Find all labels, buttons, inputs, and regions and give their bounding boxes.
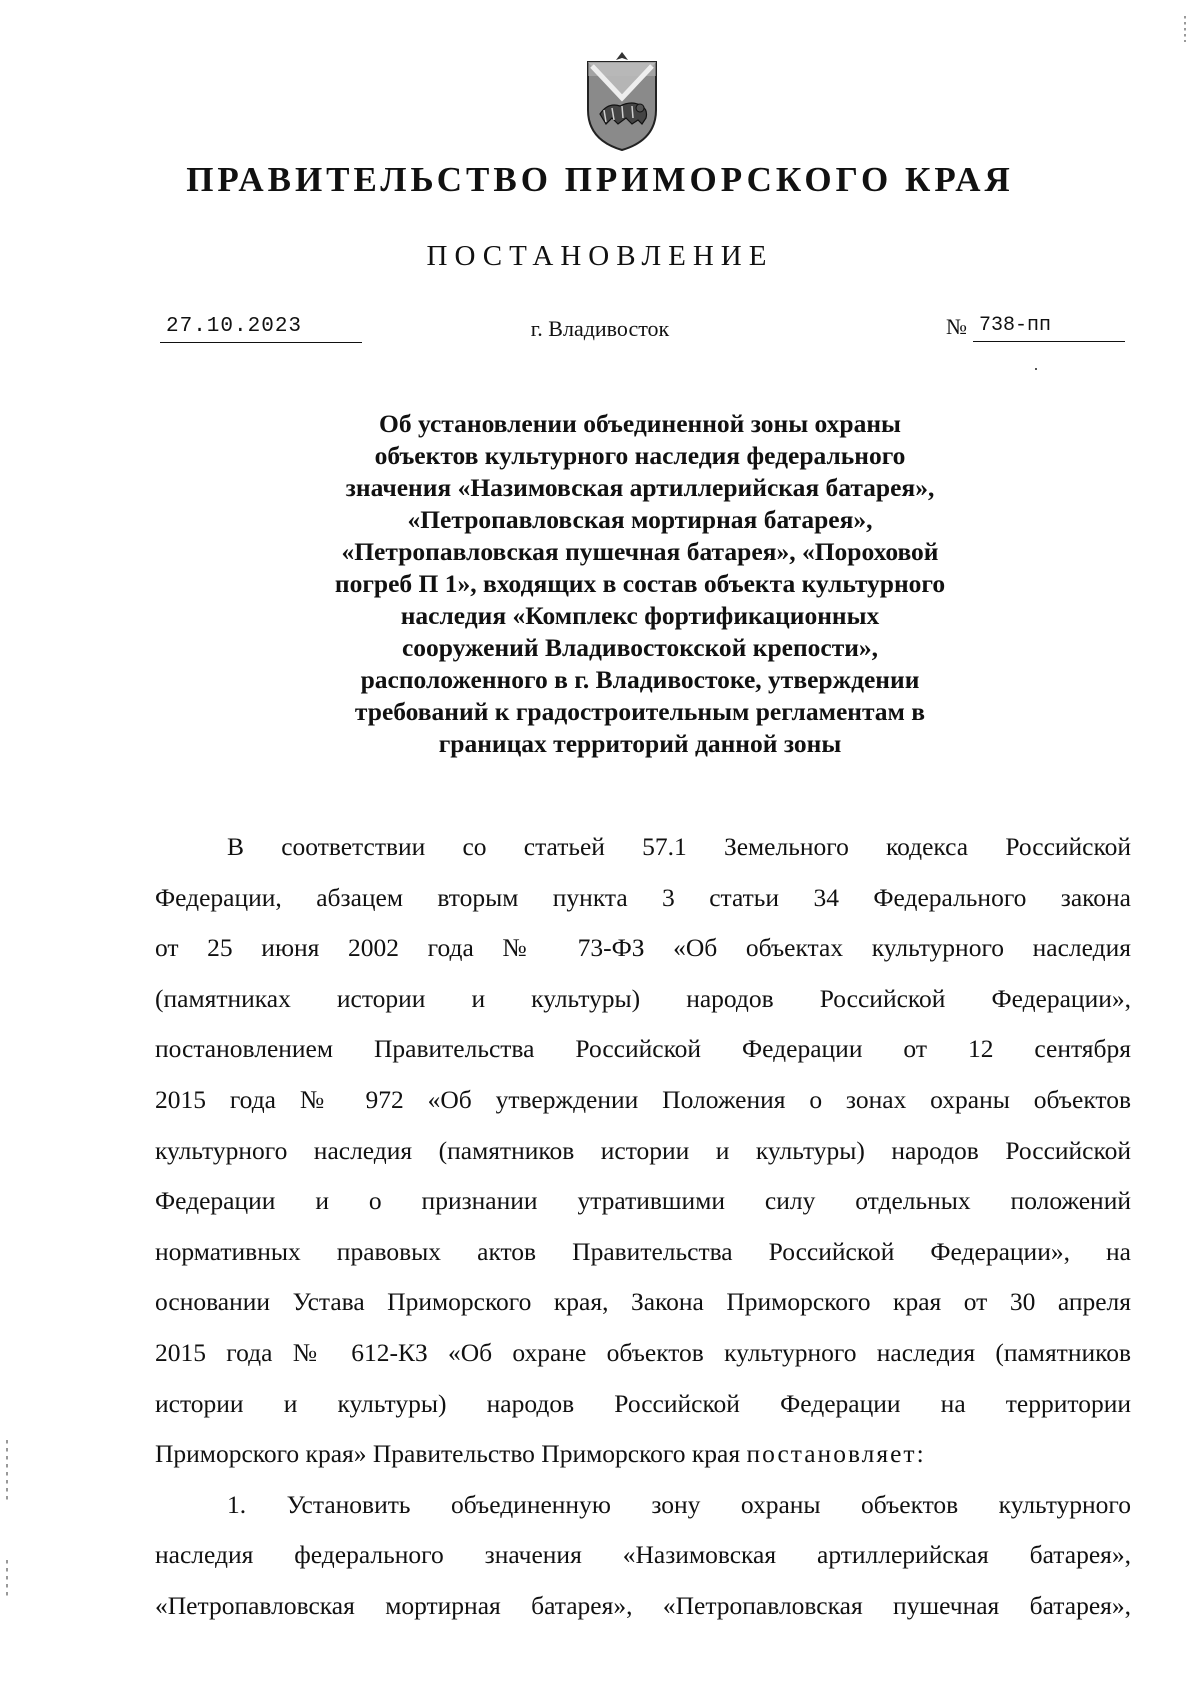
subject-line: сооружений Владивостокской крепости», [401,633,879,662]
preamble-line: В соответствии со статьей 57.1 Земельного кодекса Российской [227,832,1131,861]
item-1-line: наследия федерального значения «Назимовская артиллерийская батарея», [155,1540,1131,1570]
number-sign: № [946,314,967,339]
preamble-line: культурного наследия (памятников истории и культуры) народов Российской [155,1135,1131,1165]
preamble-line: 2015 года № 612-КЗ «Об охране объектов культурного наследия (памятников [155,1337,1131,1367]
subject-line: «Петропавловская мортирная батарея», [407,505,873,534]
scan-corner-mark [1184,16,1192,42]
subject-line: наследия «Комплекс фортификационных [400,601,880,630]
document-number-field [946,312,1125,342]
preamble-line: постановлением Правительства Российской Федерации от 12 сентября [155,1034,1131,1064]
subject-line: расположенного в г. Владивостоке, утверждении [360,665,920,694]
item-1-line: «Петропавловская мортирная батарея», «Петропавловская пушечная батарея», [155,1590,1131,1620]
document-date: 27.10.2023 [160,312,362,343]
primorsky-coat-of-arms-icon [582,48,662,152]
scan-margin-mark [6,1560,8,1600]
document-body [155,822,1131,1632]
preamble-line: (памятниках истории и культуры) народов Российской Федерации», [155,983,1131,1013]
subject-line: «Петропавловская пушечная батарея», «Пороховой [341,537,939,566]
document-subject [260,408,1020,760]
preamble-line: от 25 июня 2002 года № 73-ФЗ «Об объектах культурного наследия [155,933,1131,963]
item-1-line: 1. Установить объединенную зону охраны объектов культурного [227,1489,1131,1519]
scan-margin-mark [6,1440,8,1500]
subject-line: погреб П 1», входящих в состав объекта культурного [334,569,946,598]
document-number: 738-пп [973,311,1125,342]
scan-dot [1035,368,1037,370]
preamble-line: Федерации, абзацем вторым пункта 3 статьи 34 Федерального закона [155,882,1131,912]
preamble-line: Федерации и о признании утратившими силу отдельных положений [155,1186,1131,1216]
subject-line: значения «Назимовская артиллерийская батарея», [345,473,935,502]
preamble-line: истории и культуры) народов Российской Федерации на территории [155,1388,1131,1418]
document-type: ПОСТАНОВЛЕНИЕ [426,240,774,272]
subject-line: Об установлении объединенной зоны охраны [379,409,901,438]
preamble-line: нормативных правовых актов Правительства Российской Федерации», на [155,1236,1131,1266]
subject-line: требований к градостроительным регламентам в [354,697,926,726]
government-title: ПРАВИТЕЛЬСТВО ПРИМОРСКОГО КРАЯ [186,160,1014,199]
preamble-last-line [155,1429,1131,1480]
preamble-line: основании Устава Приморского края, Закона Приморского края от 30 апреля [155,1287,1131,1317]
preamble-last-text: Приморского края» Правительство Приморского края [155,1439,747,1469]
preamble-line: 2015 года № 972 «Об утверждении Положения о зонах охраны объектов [155,1084,1131,1114]
document-city: г. Владивосток [530,316,670,341]
subject-line: границах территорий данной зоны [438,729,842,758]
subject-line: объектов культурного наследия федерального [374,441,906,470]
resolves-word: постановляет: [746,1439,926,1469]
